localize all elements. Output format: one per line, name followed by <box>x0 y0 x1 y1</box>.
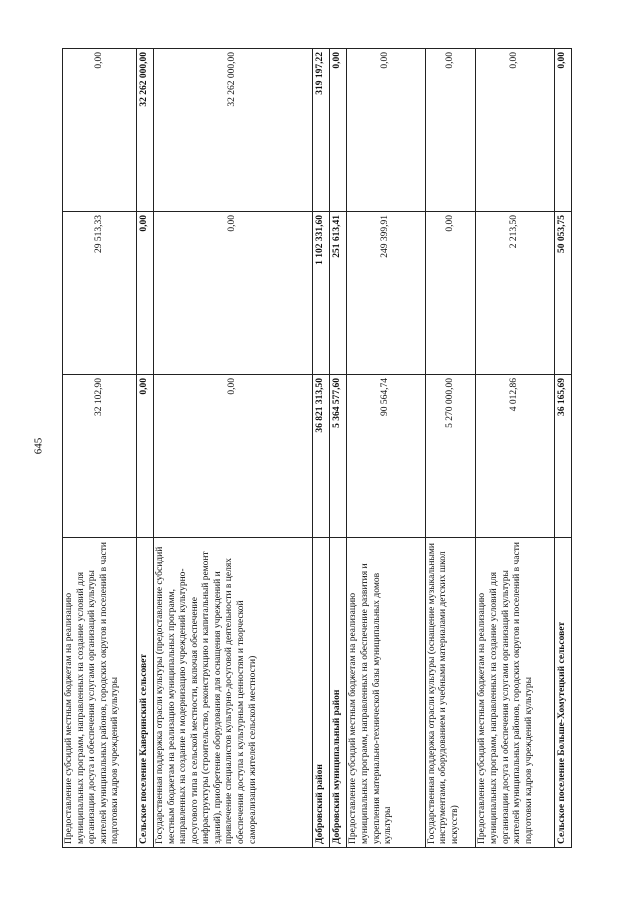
table-row <box>554 49 571 848</box>
row-value-1: 5 270 000,00 <box>425 375 476 538</box>
row-value-1: 36 821 313,50 <box>312 375 329 538</box>
row-value-2: 2 213,50 <box>476 212 554 375</box>
row-value-3: 0,00 <box>347 49 425 212</box>
row-value-1: 32 102,90 <box>63 375 137 538</box>
row-description: Предоставление субсидий местным бюджетам на реализацию муниципальных программ, направленных на обеспечение развития и укрепления материально-технической базы муниципальных домов культуры <box>347 538 425 848</box>
row-description: Государственная поддержка отрасли культуры (оснащение музыкальными инструментами, оборудованием и учебными материалами детских школ искусств) <box>425 538 476 848</box>
row-value-1: 0,00 <box>153 375 312 538</box>
page-number: 645 <box>32 437 45 455</box>
row-description: Государственная поддержка отрасли культуры (предоставление субсидий местным бюджетам на реализацию муниципальных программ, направленных на создание и модернизацию учреждений культурно-досугового типа в сельской местности, включая обеспечение инфраструктуры (строительство, реконструкцию и капитальный ремонт зданий), приобретение оборудования для оснащения учреждений и привлечение специалистов культурно-досуговой деятельности в целях обеспечения доступа к культурным ценностям и творческой самореализации жителей сельской местности) <box>153 538 312 848</box>
row-value-3: 0,00 <box>63 49 137 212</box>
row-description: Сельское поселение Каверинский сельсовет <box>136 538 153 848</box>
row-value-3: 0,00 <box>554 49 571 212</box>
rotated-table-container <box>62 48 572 848</box>
row-value-3: 32 262 000,00 <box>153 49 312 212</box>
table-row <box>476 49 554 848</box>
row-value-3: 0,00 <box>476 49 554 212</box>
table-row <box>330 49 347 848</box>
row-value-2: 1 102 331,60 <box>312 212 329 375</box>
row-value-2: 0,00 <box>425 212 476 375</box>
row-value-1: 4 012,86 <box>476 375 554 538</box>
row-value-2: 50 053,75 <box>554 212 571 375</box>
row-value-2: 249 399,91 <box>347 212 425 375</box>
row-description: Предоставление субсидий местным бюджетам на реализацию муниципальных программ, направленных на создание условий для организации досуга и обеспечения услугами организаций культуры жителей муниципальных районов, городских округов и поселений в части подготовки кадров учреждений культуры <box>63 538 137 848</box>
table-row <box>347 49 425 848</box>
row-value-1: 0,00 <box>136 375 153 538</box>
row-value-1: 5 364 577,60 <box>330 375 347 538</box>
row-value-2: 251 613,41 <box>330 212 347 375</box>
table-row <box>153 49 312 848</box>
row-value-3: 0,00 <box>425 49 476 212</box>
table-row <box>136 49 153 848</box>
row-value-1: 90 564,74 <box>347 375 425 538</box>
row-value-3: 319 197,22 <box>312 49 329 212</box>
row-value-3: 32 262 000,00 <box>136 49 153 212</box>
row-description: Сельское поселение Больше-Хомутецкий сельсовет <box>554 538 571 848</box>
row-value-2: 0,00 <box>136 212 153 375</box>
table-row <box>312 49 329 848</box>
row-value-2: 29 513,33 <box>63 212 137 375</box>
row-description: Добровский муниципальный район <box>330 538 347 848</box>
table-row <box>63 49 137 848</box>
budget-table <box>62 48 572 848</box>
row-description: Добровский район <box>312 538 329 848</box>
row-value-3: 0,00 <box>330 49 347 212</box>
row-value-1: 36 165,69 <box>554 375 571 538</box>
table-row <box>425 49 476 848</box>
row-value-2: 0,00 <box>153 212 312 375</box>
row-description: Предоставление субсидий местным бюджетам на реализацию муниципальных программ, направленных на создание условий для организации досуга и обеспечения услугами организаций культуры жителей муниципальных районов, городских округов и поселений в части подготовки кадров учреждений культуры <box>476 538 554 848</box>
